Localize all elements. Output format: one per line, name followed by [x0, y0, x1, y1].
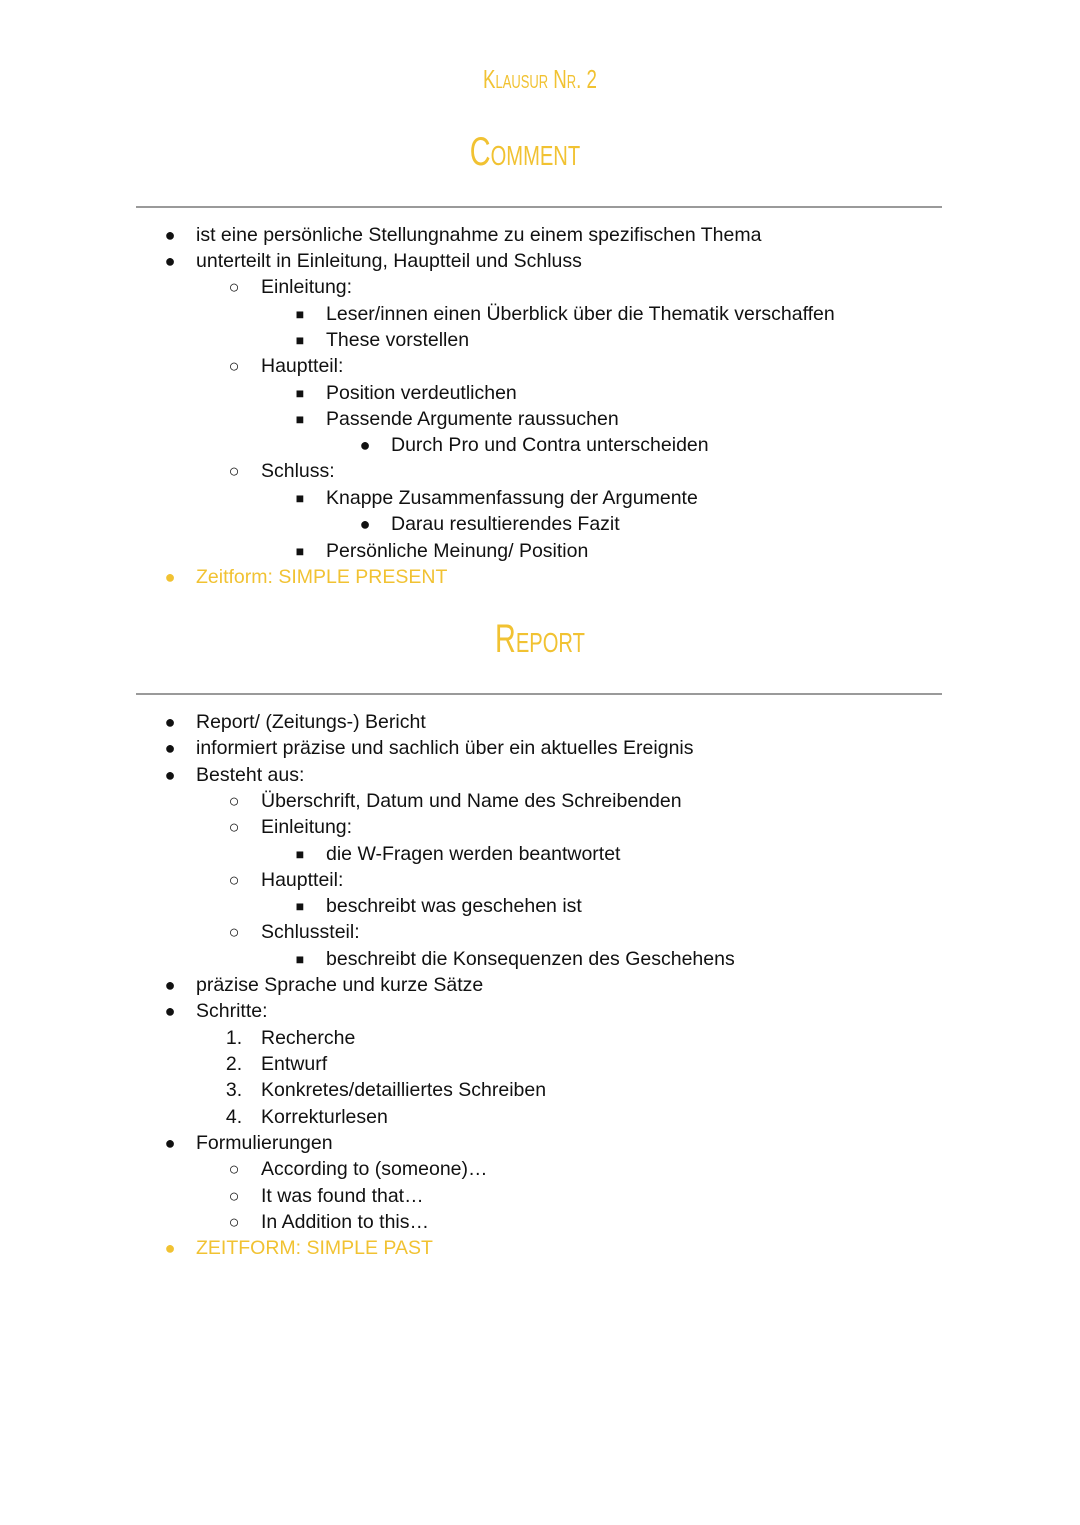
bullet-square-icon: ■: [295, 898, 305, 914]
bullet-disc-icon: ●: [164, 765, 176, 785]
bullet-square-icon: ■: [295, 490, 305, 506]
bullet-square-icon: ■: [295, 306, 305, 322]
bullet-circle-icon: ○: [228, 277, 240, 297]
bullet-square-icon: ■: [295, 385, 305, 401]
bullet-circle-icon: ○: [228, 922, 240, 942]
section-divider-comment: [136, 206, 942, 208]
section-divider-report: [136, 693, 942, 695]
bullet-square-icon: ■: [295, 332, 305, 348]
bullet-disc-icon: ●: [164, 1133, 176, 1153]
bullet-circle-icon: ○: [228, 791, 240, 811]
step-number: 3.: [225, 1079, 243, 1101]
bullet-disc-icon: ●: [164, 1238, 176, 1258]
bullet-disc-icon: ●: [164, 567, 176, 587]
document-title: Klausur Nr. 2: [483, 64, 597, 94]
bullet-circle-icon: ○: [228, 1186, 240, 1206]
bullet-disc-icon: ●: [164, 225, 176, 245]
bullet-circle-icon: ○: [228, 870, 240, 890]
bullet-circle-icon: ○: [228, 1159, 240, 1179]
bullet-circle-icon: ○: [228, 356, 240, 376]
bullet-disc-icon: ●: [164, 975, 176, 995]
step-number: 4.: [225, 1106, 243, 1128]
bullet-disc-icon: ●: [164, 1001, 176, 1021]
bullet-square-icon: ■: [295, 411, 305, 427]
section-title-report: Report: [495, 617, 585, 661]
bullet-disc-icon: ●: [164, 712, 176, 732]
bullet-square-icon: ■: [295, 846, 305, 862]
document-page: Klausur Nr. 2 Comment ● ist eine persönliche Stellungnahme zu einem spezifischen Thema ● unterteilt in Einleitung, Hauptteil und Schluss ○ Einleitung: ■ Leser/innen einen Überblick über die Thematik verschaffen ■ These vorstellen ○ Hauptteil: ■ Position verdeutlichen ■ Passende Argumente raussuchen ● Durch Pro und Contra unterscheiden ○ Schluss: ■ Knappe Zusammenfassung der Argumente ● Darau resultierendes Fazit ■ Persönliche Meinung/ Position ● Zeitform: SIMPLE PRESENT Report ● Report/ (Zeitungs-) Bericht ● informiert präzise und sachlich über ein aktuelles Ereignis ● Besteht aus: ○ Überschrift, Datum und Name des Schreibenden ○ Einleitung: ■ die W-Fragen werden beantwortet ○ Hauptteil: ■ beschreibt was geschehen ist ○ Schlussteil: ■ beschreibt die Konsequenzen des Geschehens ● präzise Sprache und kurze Sätze ● Schritte: 1. Recherche 2. Entwurf 3. Konkretes/detailliertes Schreiben 4. Korrekturlesen ● Formulierungen ○ According to (someone)… ○ It was found that… ○ In Addition to this… ● ZEITFORM: SIMPLE PAST: [0, 0, 1080, 1525]
bullet-square-icon: ■: [295, 543, 305, 559]
bullet-disc-icon: ●: [359, 435, 371, 455]
section-title-comment: Comment: [469, 130, 581, 174]
bullet-circle-icon: ○: [228, 461, 240, 481]
step-number: 1.: [225, 1027, 243, 1049]
bullet-disc-icon: ●: [359, 514, 371, 534]
bullet-circle-icon: ○: [228, 1212, 240, 1232]
step-number: 2.: [225, 1053, 243, 1075]
bullet-circle-icon: ○: [228, 817, 240, 837]
bullet-disc-icon: ●: [164, 251, 176, 271]
bullet-square-icon: ■: [295, 951, 305, 967]
bullet-disc-icon: ●: [164, 738, 176, 758]
